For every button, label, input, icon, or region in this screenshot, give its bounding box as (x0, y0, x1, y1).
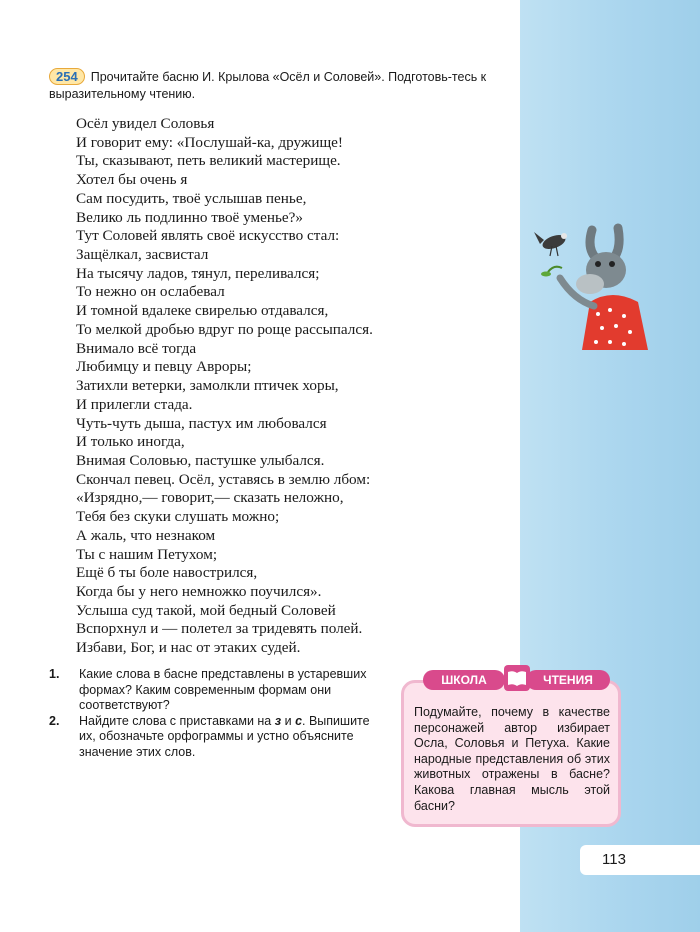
poem-line: Ты с нашим Петухом; (76, 545, 218, 563)
poem-line: И томной вдалеке свирелью отдавался, (76, 302, 329, 320)
poem-line: То нежно он ослабевал (76, 283, 225, 301)
exercise-header (49, 68, 519, 103)
reading-school-label (423, 664, 610, 692)
poem-line: Когда бы у него немножко поучился». (76, 582, 322, 600)
reading-school-text: Подумайте, почему в качестве персонажей автор избирает Осла, Соловья и Петуха. Какие народные представления об этих животных отражены в басне? Какова главная мысль этой басни? (414, 705, 610, 813)
poem-line: Тебя без скуки слушать можно; (76, 508, 280, 526)
task-number: 2. (49, 713, 60, 728)
reading-school-label-right: ЧТЕНИЯ (526, 670, 610, 690)
task-number: 1. (49, 667, 60, 681)
poem-line: И только иногда, (76, 433, 185, 451)
poem-line: Скончал певец. Осёл, уставясь в землю лбом: (76, 470, 371, 488)
poem-line: Велико ль подлинно твоё уменье?» (76, 208, 303, 226)
reading-school-box (401, 680, 621, 827)
poem-line: И прилегли стада. (76, 395, 193, 413)
poem-line: А жаль, что незнаком (76, 526, 216, 544)
poem-line: Защёлкал, засвистал (76, 246, 209, 264)
prefix-letter: з (274, 713, 282, 728)
prefix-letter: с (295, 713, 303, 728)
poem-line: Хотел бы очень я (76, 171, 188, 189)
donkey-and-nightingale-illustration (532, 222, 654, 354)
poem-line: Внимало всё тогда (76, 339, 197, 357)
exercise-number-badge: 254 (49, 68, 85, 85)
reading-school-label-left: ШКОЛА (423, 670, 505, 690)
poem-line: Затихли ветерки, замолкли птичек хоры, (76, 377, 339, 395)
page-number: 113 (580, 845, 700, 875)
task-item (49, 667, 384, 714)
poem-line: На тысячу ладов, тянул, переливался; (76, 264, 320, 282)
poem-line: Чуть-чуть дыша, пастух им любовался (76, 414, 327, 432)
task-text-start: Найдите слова с приставками на (79, 713, 275, 728)
task-text-middle: и (281, 713, 296, 728)
task-list (49, 667, 384, 760)
poem-line: Ещё б ты боле навострился, (76, 564, 258, 582)
poem-line: Избави, Бог, и нас от этаких судей. (76, 639, 301, 657)
poem-line: Ты, сказывают, петь великий мастерище. (76, 152, 341, 170)
poem-line: Тут Соловей являть своё искусство стал: (76, 227, 340, 245)
poem-line: Осёл увидел Соловья (76, 115, 215, 132)
task-text-end: . Выпишите их, обозначьте орфограммы и устно объясните значение этих слов. (79, 713, 370, 759)
poem-line: «Изрядно,— говорит,— сказать неложно, (76, 489, 344, 507)
task-item (49, 714, 384, 761)
poem-line: Внимая Соловью, пастушке улыбался. (76, 451, 325, 469)
fable-text (76, 115, 516, 658)
poem-line: Сам посудить, твоё услышав пенье, (76, 189, 307, 207)
poem-line: Вспорхнул и — полетел за тридевять полей. (76, 620, 363, 638)
exercise-instruction: Прочитайте басню И. Крылова «Осёл и Соловей». Подготовь-тесь к выразительному чтению. (49, 70, 487, 101)
task-text: Какие слова в басне представлены в устаревших формах? Каким современным формам они соответствуют? (79, 667, 367, 712)
poem-line: Услыша суд такой, мой бедный Соловей (76, 601, 336, 619)
poem-line: Любимцу и певцу Авроры; (76, 358, 252, 376)
poem-line: И говорит ему: «Послушай-ка, дружище! (76, 133, 343, 151)
poem-line: То мелкой дробью вдруг по роще рассыпался. (76, 320, 373, 338)
